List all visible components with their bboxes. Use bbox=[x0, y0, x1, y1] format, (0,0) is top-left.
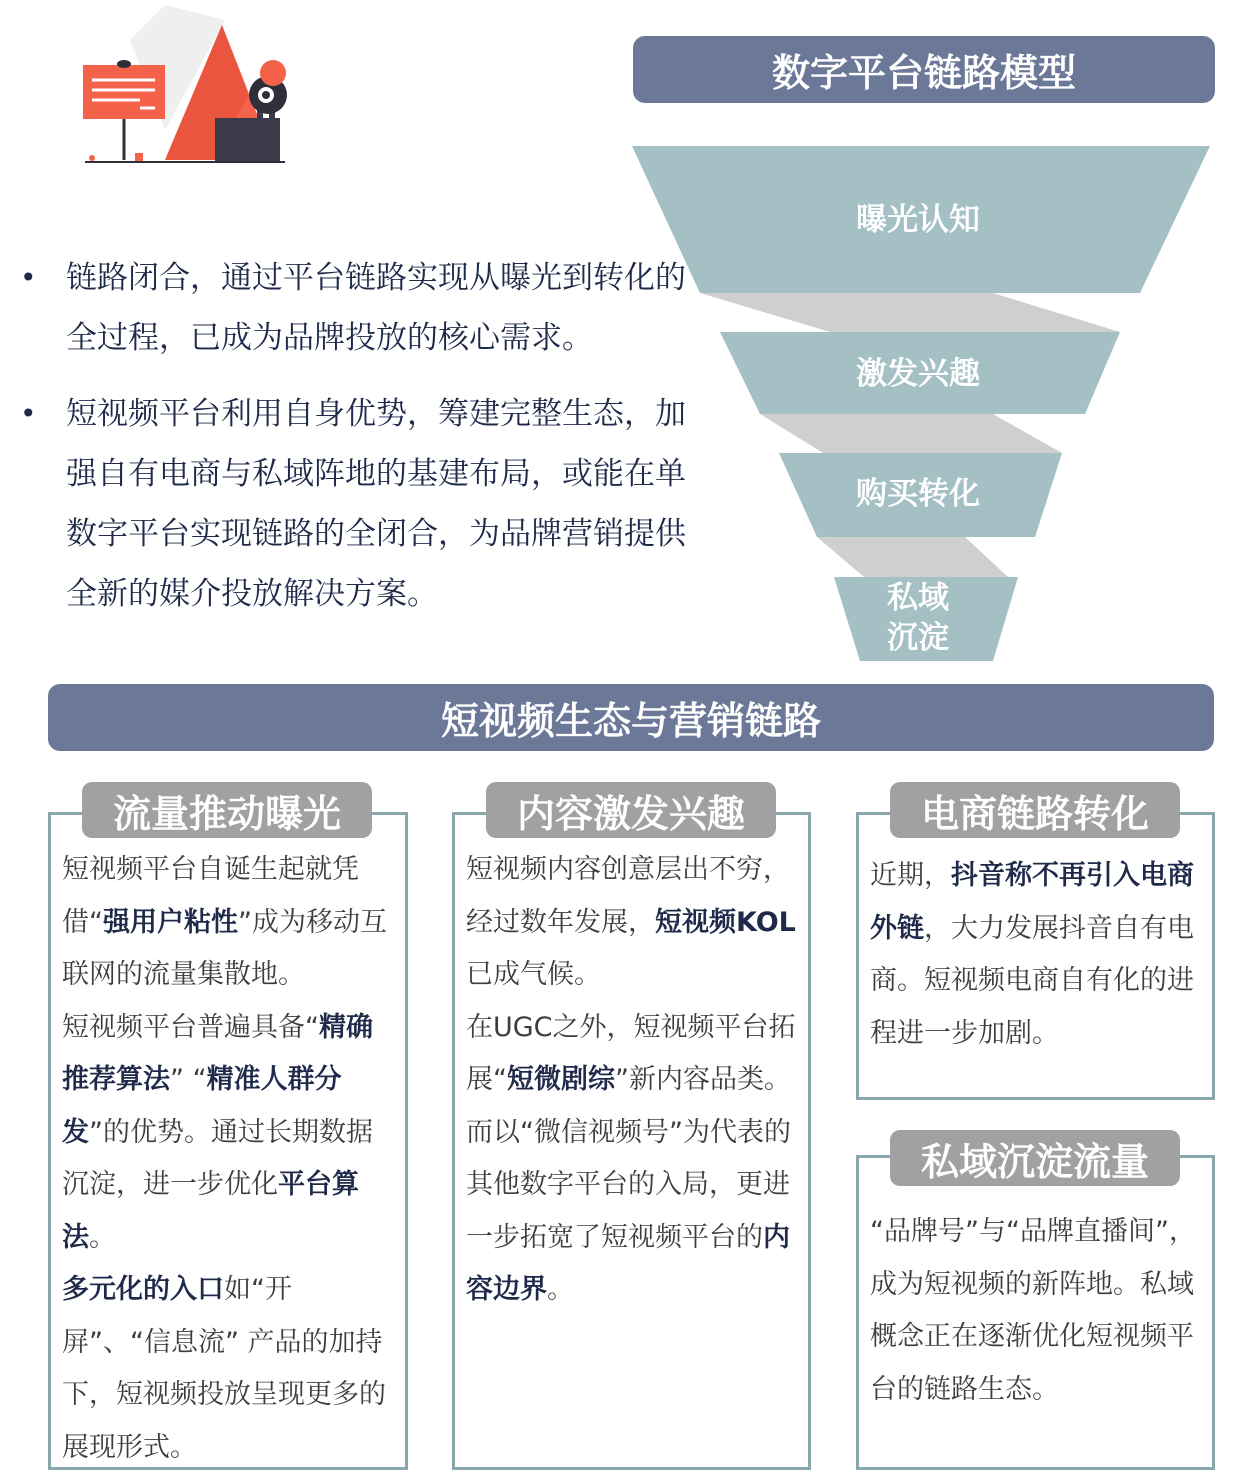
highlight-text: 精准人群分发 bbox=[62, 1064, 342, 1148]
funnel-label: 曝光认知 bbox=[856, 202, 980, 238]
funnel-label: 激发兴趣 bbox=[856, 356, 980, 392]
body-text: 已成气候。 bbox=[466, 959, 601, 990]
card-paragraph bbox=[62, 1002, 396, 1265]
card-paragraph bbox=[466, 1002, 802, 1107]
highlight-text: 短微剧综 bbox=[507, 1064, 615, 1095]
body-text: 如“开屏”、“信息流” 产品的加持下，短视频投放呈现更多的展现形式。 bbox=[62, 1274, 386, 1463]
bullet-list bbox=[18, 248, 698, 640]
body-text: 近期， bbox=[870, 860, 951, 891]
funnel-diagram bbox=[630, 140, 1220, 670]
highlight-text: 抖音称不再引入电商外链 bbox=[870, 860, 1194, 944]
card-paragraph bbox=[870, 1206, 1210, 1416]
body-text: 短视频平台自诞生起就凭借“ bbox=[62, 854, 359, 938]
card-body-ecommerce bbox=[870, 850, 1200, 1060]
highlight-text: 短视频KOL bbox=[655, 906, 796, 938]
card-paragraph bbox=[62, 1264, 396, 1474]
body-text: 在UGC之外，短视频平台拓展“ bbox=[466, 1011, 796, 1095]
highlight-text: 内容边界 bbox=[466, 1221, 790, 1305]
funnel-label: 私域 bbox=[887, 580, 949, 616]
body-text: 。 bbox=[89, 1221, 116, 1253]
card-paragraph bbox=[62, 844, 396, 1002]
card-body-private bbox=[870, 1206, 1210, 1416]
funnel-label: 沉淀 bbox=[887, 620, 949, 656]
body-text: ” “ bbox=[170, 1064, 207, 1095]
card-title-content: 内容激发兴趣 bbox=[486, 782, 776, 838]
section-title: 短视频生态与营销链路 bbox=[48, 684, 1214, 751]
body-text: 短视频平台普遍具备“ bbox=[62, 1011, 319, 1043]
body-text: 。 bbox=[547, 1274, 574, 1305]
bullet-item bbox=[18, 248, 698, 368]
bullet-text: 链路闭合，通过平台链路实现从曝光到转化的全过程，已成为品牌投放的核心需求。 bbox=[66, 260, 686, 356]
card-paragraph bbox=[466, 844, 802, 1002]
presentation-board-icon bbox=[83, 60, 165, 160]
funnel-model-title: 数字平台链路模型 bbox=[633, 36, 1215, 103]
highlight-text: 多元化的入口 bbox=[62, 1274, 224, 1305]
body-text: ，大力发展抖音自有电商。短视频电商自有化的进程进一步加剧。 bbox=[870, 912, 1194, 1049]
funnel-label: 购买转化 bbox=[856, 476, 980, 512]
card-body-traffic bbox=[62, 844, 396, 1474]
presentation-illustration bbox=[70, 0, 310, 170]
card-title-private: 私域沉淀流量 bbox=[890, 1130, 1180, 1186]
body-text: ”新内容品类。 bbox=[615, 1064, 791, 1095]
funnel-connector bbox=[760, 414, 1062, 453]
body-text: 而以“微信视频号”为代表的其他数字平台的入局，更进一步拓宽了短视频平台的 bbox=[466, 1116, 791, 1253]
highlight-text: 精确推荐算法 bbox=[62, 1011, 373, 1095]
highlight-text: 平台算法 bbox=[62, 1169, 359, 1253]
body-text: “品牌号”与“品牌直播间”，成为短视频的新阵地。私域概念正在逐渐优化短视频平台的链路生态。 bbox=[870, 1216, 1196, 1405]
body-text: 短视频内容创意层出不穷，经过数年发展， bbox=[466, 854, 790, 938]
card-paragraph bbox=[870, 850, 1200, 1060]
highlight-text: 强用户粘性 bbox=[103, 906, 238, 938]
card-title-traffic: 流量推动曝光 bbox=[82, 782, 372, 838]
bullet-dot-icon: • bbox=[20, 397, 37, 430]
card-paragraph bbox=[466, 1107, 802, 1317]
body-text: ”成为移动互联网的流量集散地。 bbox=[62, 906, 387, 990]
funnel-connector bbox=[817, 537, 1008, 577]
bullet-item bbox=[18, 384, 698, 624]
body-text: ”的优势。通过长期数据沉淀，进一步优化 bbox=[62, 1116, 373, 1200]
card-body-content bbox=[466, 844, 802, 1317]
funnel-connector bbox=[700, 293, 1120, 332]
bullet-text: 短视频平台利用自身优势，筹建完整生态，加强自有电商与私域阵地的基建布局，或能在单数字平台实现链路的全闭合，为品牌营销提供全新的媒介投放解决方案。 bbox=[66, 396, 686, 612]
card-title-ecommerce: 电商链路转化 bbox=[890, 782, 1180, 838]
bullet-dot-icon: • bbox=[20, 261, 37, 294]
